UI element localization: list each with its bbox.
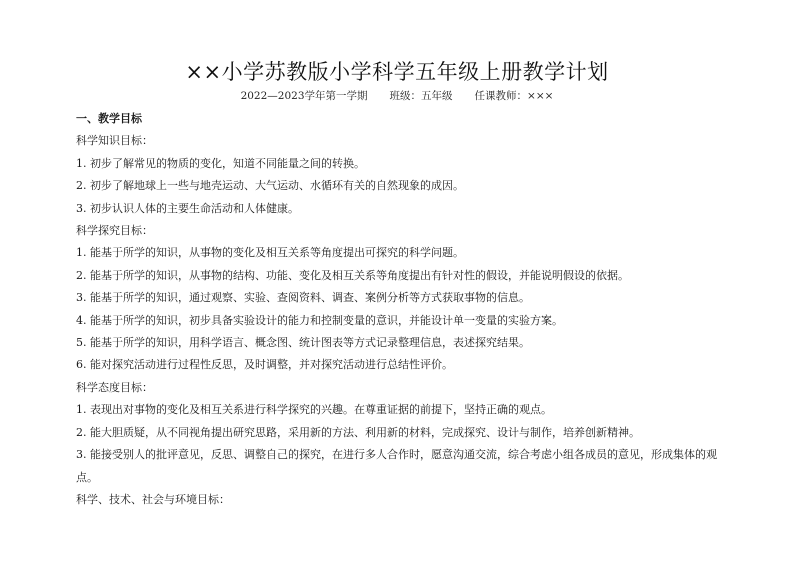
knowledge-goal-item: 1. 初步了解常见的物质的变化，知道不同能量之间的转换。	[76, 156, 365, 170]
attitude-goals-label: 科学态度目标：	[76, 380, 153, 394]
attitude-goal-item: 3. 能接受别人的批评意见，反思、调整自己的探究，在进行多人合作时，愿意沟通交流，综合考虑小组各成员的意见，形成集体的观点。	[76, 448, 717, 484]
attitude-goal-item: 2. 能大胆质疑，从不同视角提出研究思路，采用新的方法、利用新的材料，完成探究、设计与制作，培养创新精神。	[76, 425, 640, 439]
knowledge-goal-item: 3. 初步认识人体的主要生命活动和人体健康。	[76, 201, 299, 215]
inquiry-goal-item: 5. 能基于所学的知识，用科学语言、概念图、统计图表等方式记录整理信息，表述探究结果。	[76, 336, 530, 350]
section-heading-teaching-goals: 一、教学目标	[76, 112, 142, 125]
document-body	[76, 108, 736, 511]
sts-goals-label: 科学、技术、社会与环境目标：	[76, 492, 230, 506]
inquiry-goal-item: 2. 能基于所学的知识，从事物的结构、功能、变化及相互关系等角度提出有针对性的假设，并能说明假设的依据。	[76, 268, 629, 282]
inquiry-goal-item: 6. 能对探究活动进行过程性反思，及时调整，并对探究活动进行总结性评价。	[76, 358, 453, 372]
document-title: ××小学苏教版小学科学五年级上册教学计划	[185, 60, 609, 84]
attitude-goal-item: 1. 表现出对事物的变化及相互关系进行科学探究的兴趣。在尊重证据的前提下，坚持正确的观点。	[76, 403, 552, 417]
class-text: 班级：五年级	[389, 90, 453, 102]
term-text: 2022—2023学年第一学期	[240, 90, 368, 102]
knowledge-goal-item: 2. 初步了解地球上一些与地壳运动、大气运动、水循环有关的自然现象的成因。	[76, 179, 464, 193]
document-meta	[0, 88, 794, 103]
knowledge-goals-label: 科学知识目标：	[76, 134, 153, 148]
inquiry-goal-item: 3. 能基于所学的知识，通过观察、实验、查阅资料、调查、案例分析等方式获取事物的信息。	[76, 291, 530, 305]
inquiry-goal-item: 1. 能基于所学的知识，从事物的变化及相互关系等角度提出可探究的科学问题。	[76, 246, 464, 260]
inquiry-goal-item: 4. 能基于所学的知识，初步具备实验设计的能力和控制变量的意识，并能设计单一变量的实验方案。	[76, 313, 563, 327]
teacher-text: 任课教师：×××	[474, 90, 554, 102]
inquiry-goals-label: 科学探究目标：	[76, 224, 153, 238]
